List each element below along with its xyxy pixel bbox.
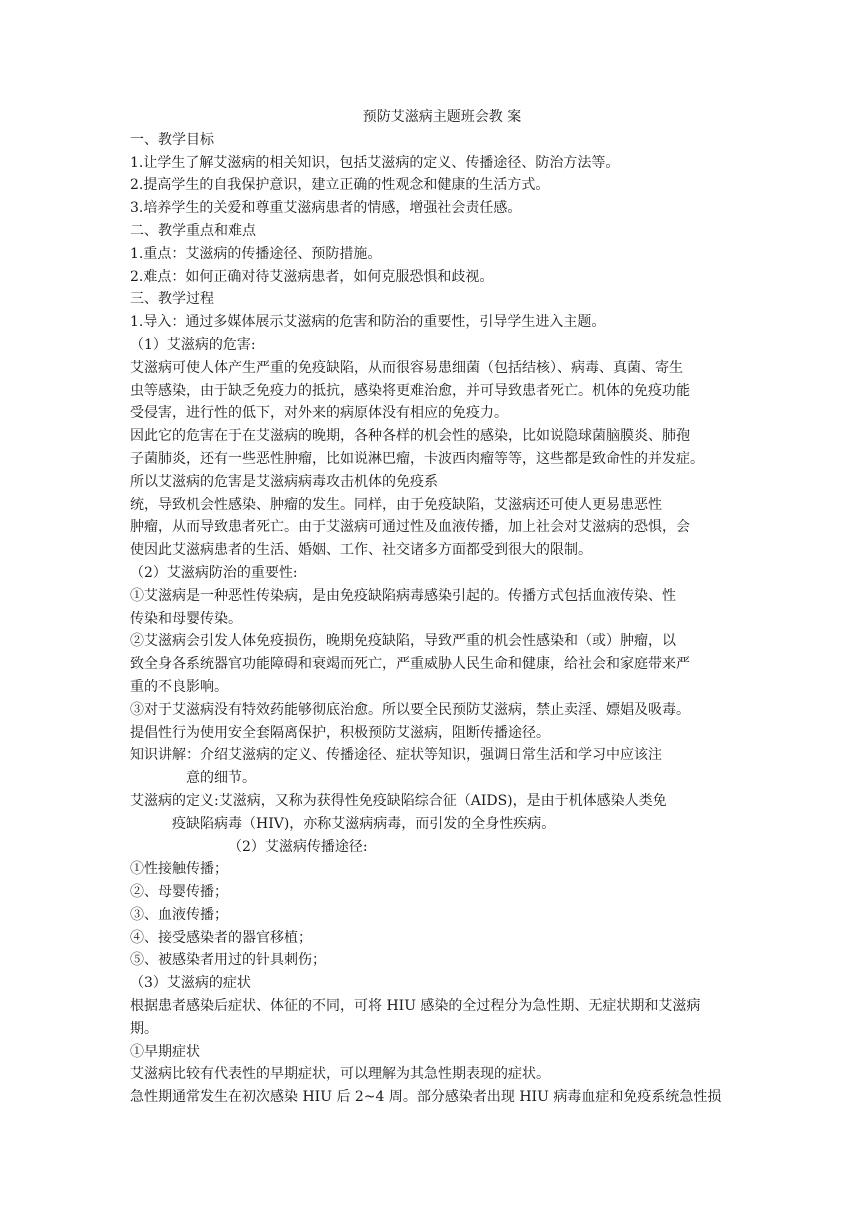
definition-line: （2）艾滋病传播途径: (228, 838, 368, 855)
section-heading: 一、教学目标 (130, 131, 214, 148)
text-line: 3.培养学生的关爱和尊重艾滋病患者的情感，增强社会责任感。 (130, 200, 522, 217)
text-line: 受侵害，进行性的低下，对外来的病原体没有相应的免疫力。 (130, 405, 508, 422)
text-line: 重的不良影响。 (130, 678, 228, 695)
text-line: 艾滋病可使人体产生严重的免疫缺陷，从而很容易患细菌（包括结核）、病毒、真菌、寄生 (130, 359, 683, 376)
text-line: 致全身各系统器官功能障碍和衰竭而死亡，严重威胁人民生命和健康，给社会和家庭带来严 (130, 656, 690, 673)
list-item: ⑤、被感染者用过的针具刺伤； (130, 952, 326, 969)
text-line: 知识讲解：介绍艾滋病的定义、传播途径、症状等知识，强调日常生活和学习中应该注 (130, 747, 662, 764)
text-line: 使因此艾滋病患者的生活、婚姻、工作、社交诸多方面都受到很大的限制。 (130, 542, 592, 559)
text-line: 艾滋病的定义:艾滋病，又称为获得性免疫缺陷综合征（AIDS)，是由于机体感染人类免 (130, 792, 667, 809)
text-line: 虫等感染，由于缺乏免疫力的抵抗，感染将更难治愈，并可导致患者死亡。机体的免疫功能 (130, 382, 690, 399)
text-line: 传染和母婴传染。 (130, 610, 242, 627)
text-line: ①早期症状 (130, 1043, 200, 1060)
text-line: 统，导致机会性感染、肿瘤的发生。同样，由于免疫缺陷，艾滋病还可使人更易患恶性 (130, 496, 662, 513)
sub-heading: ①艾滋病是一种恶性传染病，是由免疫缺陷病毒感染引起的。传播方式包括血液传染、性 (130, 587, 676, 604)
sub-heading: 艾滋病比较有代表性的早期症状，可以理解为其急性期表现的症状。 (130, 1066, 550, 1083)
sub-heading: （1）艾滋病的危害: (130, 336, 256, 353)
text-line: 1.让学生了解艾滋病的相关知识，包括艾滋病的定义、传播途径、防治方法等。 (130, 154, 620, 171)
section-heading: 二、教学重点和难点 (130, 222, 256, 239)
text-line: 肿瘤，从而导致患者死亡。由于艾滋病可通过性及血液传播，加上社会对艾滋病的恐惧，会 (130, 519, 690, 536)
sub-heading: ①性接触传播； (130, 861, 228, 878)
text-line: 意的细节。 (186, 770, 256, 787)
text-line: 因此它的危害在于在艾滋病的晚期，各种各样的机会性的感染，比如说隐球菌脑膜炎、肺孢 (130, 428, 690, 445)
text-line: ③对于艾滋病没有特效药能够彻底治愈。所以要全民预防艾滋病，禁止卖淫、嫖娼及吸毒。 (130, 701, 690, 718)
text-line: ②艾滋病会引发人体免疫损伤，晚期免疫缺陷，导致严重的机会性感染和（或）肿瘤，以 (130, 633, 676, 650)
section-heading: 三、教学过程 (130, 291, 214, 308)
list-item: （3）艾滋病的症状 (130, 975, 251, 992)
text-line: 2.提高学生的自我保护意识，建立正确的性观念和健康的生活方式。 (130, 177, 550, 194)
document-title: 预防艾滋病主题班会教 案 (362, 109, 522, 125)
document-body (130, 106, 734, 1109)
text-line: 1.导入：通过多媒体展示艾滋病的危害和防治的重要性，引导学生进入主题。 (130, 314, 606, 331)
list-item: ③、血液传播； (130, 906, 228, 923)
sub-heading: 根据患者感染后症状、体征的不同，可将 HIU 感染的全过程分为急性期、无症状期和艾滋病 (130, 998, 701, 1015)
text-line: （2）艾滋病防治的重要性: (130, 564, 298, 581)
text-line: 1.重点：艾滋病的传播途径、预防措施。 (130, 245, 382, 262)
definition-line: 疫缺陷病毒（HIV)，亦称艾滋病病毒，而引发的全身性疾病。 (172, 815, 556, 832)
list-item: ④、接受感染者的器官移植； (130, 929, 312, 946)
text-line: 急性期通常发生在初次感染 HIU 后 2~4 周。部分感染者出现 HIU 病毒血症和免疫系统急性损 (130, 1089, 722, 1106)
text-line: 提倡性行为使用安全套隔离保护，积极预防艾滋病，阻断传播途径。 (130, 724, 550, 741)
text-line: 期。 (130, 1020, 158, 1037)
text-line: 2.难点：如何正确对待艾滋病患者，如何克服恐惧和歧视。 (130, 268, 494, 285)
text-line: 所以艾滋病的危害是艾滋病病毒攻击机体的免疫系 (130, 473, 438, 490)
list-item: ②、母婴传播； (130, 884, 228, 901)
text-line: 子菌肺炎，还有一些恶性肿瘤，比如说淋巴瘤，卡波西肉瘤等等，这些都是致命性的并发症。 (130, 450, 704, 467)
